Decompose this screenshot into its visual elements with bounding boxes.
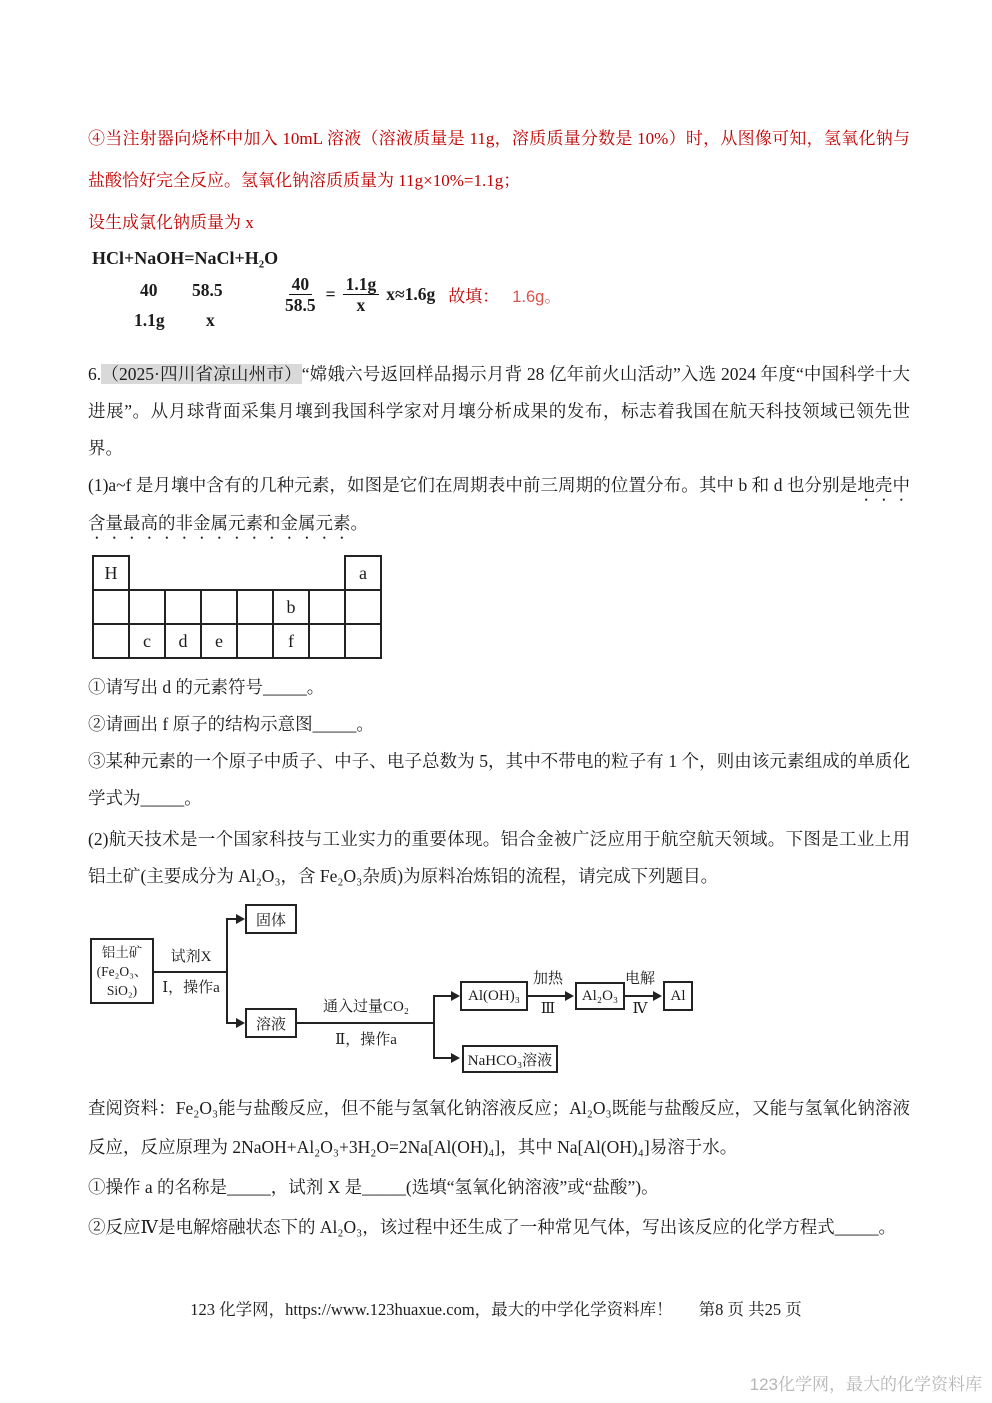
step1-label: Ⅰ，操作a bbox=[162, 980, 220, 996]
part1-paragraph bbox=[88, 467, 910, 543]
arrowhead-icon bbox=[451, 991, 460, 1001]
fraction-left-denominator: 58.5 bbox=[285, 295, 316, 315]
subquestion-1: ①请写出 d 的元素符号_____。 bbox=[88, 677, 325, 697]
flow-box-nahco3: NaHCO₃溶液 bbox=[462, 1045, 558, 1073]
ptable-cell-empty bbox=[201, 590, 237, 624]
result-value: x≈1.6g bbox=[386, 284, 436, 304]
page-content bbox=[88, 118, 910, 1247]
answer-label: 故填： bbox=[448, 287, 500, 306]
solution-assumption-text: 设生成氯化钠质量为 x bbox=[88, 213, 254, 232]
fraction-right-denominator: x bbox=[356, 295, 366, 315]
electrolysis-label: 电解 bbox=[624, 971, 655, 987]
ptable-row-2 bbox=[93, 590, 381, 624]
final-question-2: ②反应Ⅳ是电解熔融状态下的 Al₂O₃，该过程中还生成了一种常见气体，写出该反应的化学方程式_____。 bbox=[88, 1217, 896, 1237]
flow-line bbox=[226, 918, 228, 1024]
ptable-cell-empty bbox=[93, 590, 129, 624]
ptable-cell-empty bbox=[237, 590, 273, 624]
bauxite-label: 铝土矿 bbox=[101, 944, 143, 960]
mass-naoh: 1.1g bbox=[134, 310, 165, 330]
ptable-gap bbox=[129, 556, 345, 590]
chemical-equation-block bbox=[88, 248, 910, 342]
question6-number: 6. bbox=[88, 364, 102, 384]
equals-sign: = bbox=[325, 284, 336, 304]
proportion-expression bbox=[282, 274, 561, 315]
part1-period: 。 bbox=[350, 513, 368, 533]
ptable-cell-c: c bbox=[129, 624, 165, 658]
question6-intro-text: “嫦娥六号返回样品揭示月背 28 亿年前火山活动”入选 2024 年度“中国科学十大进展”。从月球背面采集月壤到我国科学家对月壤分析成果的发布，标志着我国在航天科技领域已领先世界。 bbox=[88, 364, 910, 458]
final-question-1: ①操作 a 的名称是_____，试剂 X 是_____(选填“氢氧化钠溶液”或“盐酸”)。 bbox=[88, 1177, 659, 1197]
flow-line bbox=[435, 995, 452, 997]
ptable-cell-e: e bbox=[201, 624, 237, 658]
periodic-table-fragment bbox=[92, 555, 382, 659]
watermark: 123化学网，最大的化学资料库 bbox=[749, 1375, 982, 1394]
flow-box-solution: 溶液 bbox=[245, 1008, 297, 1038]
flow-box-al2o3: Al₂O₃ bbox=[575, 982, 625, 1010]
reagent-x-label: 试剂X bbox=[170, 949, 212, 965]
arrowhead-icon bbox=[451, 1053, 460, 1063]
ptable-cell-empty bbox=[345, 590, 381, 624]
subquestion-3: ③某种元素的一个原子中质子、中子、电子总数为 5，其中不带电的粒子有 1 个，则由该元素组成的单质化学式为_____。 bbox=[88, 751, 910, 808]
heat-label: 加热 bbox=[532, 971, 563, 987]
arrowhead-icon bbox=[236, 914, 245, 924]
footer-site-text: 123 化学网，https://www.123huaxue.com，最大的中学化学资料库！ bbox=[190, 1300, 673, 1319]
flow-box-solid: 固体 bbox=[245, 904, 297, 934]
part2-paragraph: (2)航天技术是一个国家科技与工业实力的重要体现。铝合金被广泛应用于航空航天领域。下图是工业上用铝土矿(主要成分为 Al₂O₃，含 Fe₂O₃杂质)为原料冶炼铝的流程，请完成下列题目。 bbox=[88, 829, 910, 886]
subquestion-2: ②请画出 f 原子的结构示意图_____。 bbox=[88, 714, 374, 734]
ptable-cell-b: b bbox=[273, 590, 309, 624]
ptable-cell-a: a bbox=[345, 556, 381, 590]
flow-box-bauxite bbox=[90, 938, 154, 1004]
flow-line bbox=[435, 1057, 452, 1059]
co2-label: 通入过量CO₂ bbox=[322, 999, 410, 1015]
arrowhead-icon bbox=[236, 1018, 245, 1028]
step4-label: Ⅳ bbox=[632, 1001, 648, 1017]
ptable-cell-empty bbox=[93, 624, 129, 658]
page-footer bbox=[0, 1296, 992, 1320]
process-flowchart bbox=[88, 903, 738, 1081]
footer-page-number: 第8 页 共25 页 bbox=[698, 1300, 802, 1319]
step3-label: Ⅲ bbox=[540, 1001, 556, 1017]
ptable-cell-empty bbox=[309, 624, 345, 658]
flow-box-aloh3: Al(OH)₃ bbox=[460, 981, 528, 1011]
ptable-cell-empty bbox=[129, 590, 165, 624]
bauxite-sio2: SiO₂) bbox=[106, 982, 138, 998]
question6-paragraph bbox=[88, 356, 910, 467]
fraction-right bbox=[343, 274, 380, 315]
fraction-left-numerator: 40 bbox=[289, 274, 313, 295]
equation-line: HCl+NaOH=NaCl+H₂O bbox=[92, 248, 279, 268]
part1-emphasized-text: 地壳中含量最高的非金属元素和金属元素 bbox=[88, 475, 911, 533]
solution-step4-text: ④当注射器向烧杯中加入 10mL 溶液（溶液质量是 11g，溶质质量分数是 10%）时，从图像可知，氢氧化钠与盐酸恰好完全反应。氢氧化钠溶质质量为 11g×10%=1.1g； bbox=[88, 129, 910, 190]
ptable-cell-H: H bbox=[93, 556, 129, 590]
question6-source: （2025·四川省凉山州市） bbox=[101, 364, 302, 384]
flow-line bbox=[297, 1022, 435, 1024]
flow-line bbox=[528, 995, 568, 997]
ptable-cell-empty bbox=[237, 624, 273, 658]
ptable-cell-d: d bbox=[165, 624, 201, 658]
ptable-cell-f: f bbox=[273, 624, 309, 658]
bauxite-fe2o3: (Fe₂O₃、 bbox=[96, 963, 148, 979]
ptable-cell-empty bbox=[309, 590, 345, 624]
ptable-cell-empty bbox=[345, 624, 381, 658]
flow-line bbox=[433, 995, 435, 1059]
molar-mass-naoh: 40 bbox=[140, 280, 158, 300]
fraction-right-numerator: 1.1g bbox=[343, 274, 380, 295]
molar-mass-nacl: 58.5 bbox=[192, 280, 223, 300]
fraction-left bbox=[282, 274, 319, 315]
flow-line bbox=[625, 995, 655, 997]
mass-unknown: x bbox=[206, 310, 215, 330]
step2-label: Ⅱ，操作a bbox=[335, 1032, 397, 1048]
flow-line bbox=[154, 971, 227, 973]
ptable-cell-empty bbox=[165, 590, 201, 624]
ptable-row-3 bbox=[93, 624, 381, 658]
part1-text: (1)a~f 是月壤中含有的几种元素，如图是它们在周期表中前三周期的位置分布。其中 b 和 d 也分别是 bbox=[88, 475, 858, 495]
ptable-row-1 bbox=[93, 556, 381, 590]
flow-box-al: Al bbox=[663, 981, 693, 1011]
reference-material-paragraph: 查阅资料：Fe₂O₃能与盐酸反应，但不能与氢氧化钠溶液反应；Al₂O₃既能与盐酸反应，又能与氢氧化钠溶液反应，反应原理为 2NaOH+Al₂O₃+3H₂O=2Na[Al(OH)₄]，其中 Na[Al(OH)₄]易溶于水。 bbox=[88, 1098, 910, 1157]
answer-value: 1.6g。 bbox=[512, 287, 561, 306]
